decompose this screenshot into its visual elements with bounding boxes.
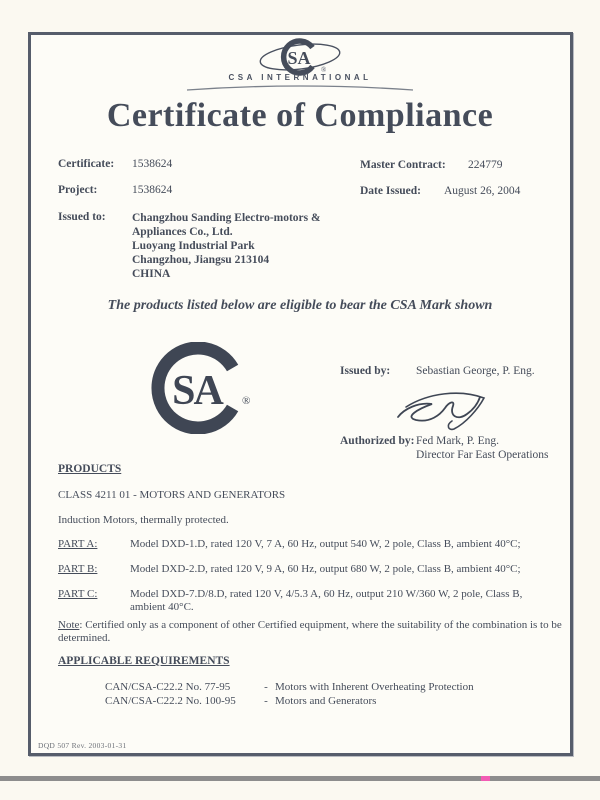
csa-international-logo — [0, 36, 600, 78]
note-label: Note — [58, 619, 80, 631]
project-label: Project: — [58, 184, 98, 196]
csa-monogram-large: SA — [172, 368, 222, 414]
authorized-by-label: Authorized by: — [340, 435, 415, 447]
requirement-dash: - — [264, 695, 268, 707]
swoosh-divider — [0, 83, 600, 93]
part-c-label: PART C: — [58, 588, 98, 600]
scan-pink-artifact — [481, 776, 490, 781]
requirement-dash: - — [264, 681, 268, 693]
date-issued-label: Date Issued: — [360, 185, 422, 197]
authorized-by-title: Director Far East Operations — [416, 449, 549, 461]
address-line: Changzhou, Jiangsu 213104 — [132, 254, 270, 266]
csa-globe-icon — [245, 36, 355, 78]
part-c-text: Model DXD-7.D/8.D, rated 120 V, 4/5.3 A, 60 Hz, output 210 W/360 W, 2 pole, Class B, ambient 40°C. — [130, 588, 523, 613]
signature — [388, 385, 498, 435]
requirement-row — [105, 680, 565, 694]
certificate-value: 1538624 — [132, 158, 173, 170]
requirements-list — [105, 680, 565, 708]
registered-mark-small: ® — [321, 66, 327, 74]
master-contract-value: 224779 — [468, 159, 503, 171]
requirements-heading: APPLICABLE REQUIREMENTS — [58, 655, 230, 667]
page-title: Certificate of Compliance — [106, 97, 494, 134]
document-reference: DQD 507 Rev. 2003-01-31 — [38, 741, 127, 750]
requirement-title: Motors with Inherent Overheating Protection — [275, 681, 474, 693]
address-line: CHINA — [132, 268, 171, 280]
products-description: Induction Motors, thermally protected. — [58, 514, 229, 526]
signature-icon — [388, 385, 498, 435]
part-a-label: PART A: — [58, 538, 98, 550]
certificate-label: Certificate: — [58, 158, 115, 170]
part-b-label: PART B: — [58, 563, 98, 575]
org-name: CSA INTERNATIONAL — [228, 73, 372, 82]
products-heading: PRODUCTS — [58, 463, 122, 475]
csa-mark-icon — [148, 342, 268, 434]
note — [58, 619, 563, 645]
scan-edge-band — [0, 776, 600, 781]
requirement-title: Motors and Generators — [275, 695, 377, 707]
class-line: CLASS 4211 01 - MOTORS AND GENERATORS — [58, 489, 286, 501]
address-line: Changzhou Sanding Electro-motors & — [132, 212, 321, 224]
part-b-text: Model DXD-2.D, rated 120 V, 9 A, 60 Hz, output 680 W, 2 pole, Class B, ambient 40°C; — [130, 563, 521, 575]
date-issued-value: August 26, 2004 — [444, 185, 521, 197]
csa-monogram-small: SA — [287, 48, 311, 68]
master-contract-label: Master Contract: — [360, 159, 446, 171]
csa-certification-mark — [148, 342, 268, 434]
note-text: : Certified only as a component of other Certified equipment, where the suitability of the combination is to be determined. — [58, 619, 562, 644]
issued-to-address — [132, 211, 321, 281]
issued-by-label: Issued by: — [340, 365, 391, 377]
requirement-code: CAN/CSA-C22.2 No. 77-95 — [105, 681, 231, 693]
address-line: Luoyang Industrial Park — [132, 240, 255, 252]
issued-to-label: Issued to: — [58, 211, 106, 223]
address-line: Appliances Co., Ltd. — [132, 226, 233, 238]
requirement-code: CAN/CSA-C22.2 No. 100-95 — [105, 695, 236, 707]
issued-by-value: Sebastian George, P. Eng. — [416, 365, 535, 377]
requirement-row — [105, 694, 565, 708]
project-value: 1538624 — [132, 184, 173, 196]
part-a-text: Model DXD-1.D, rated 120 V, 7 A, 60 Hz, output 540 W, 2 pole, Class B, ambient 40°C; — [130, 538, 521, 550]
authorized-by-name: Fed Mark, P. Eng. — [416, 435, 500, 447]
tagline: The products listed below are eligible to bear the CSA Mark shown — [107, 298, 493, 313]
registered-mark-large: ® — [242, 395, 251, 407]
